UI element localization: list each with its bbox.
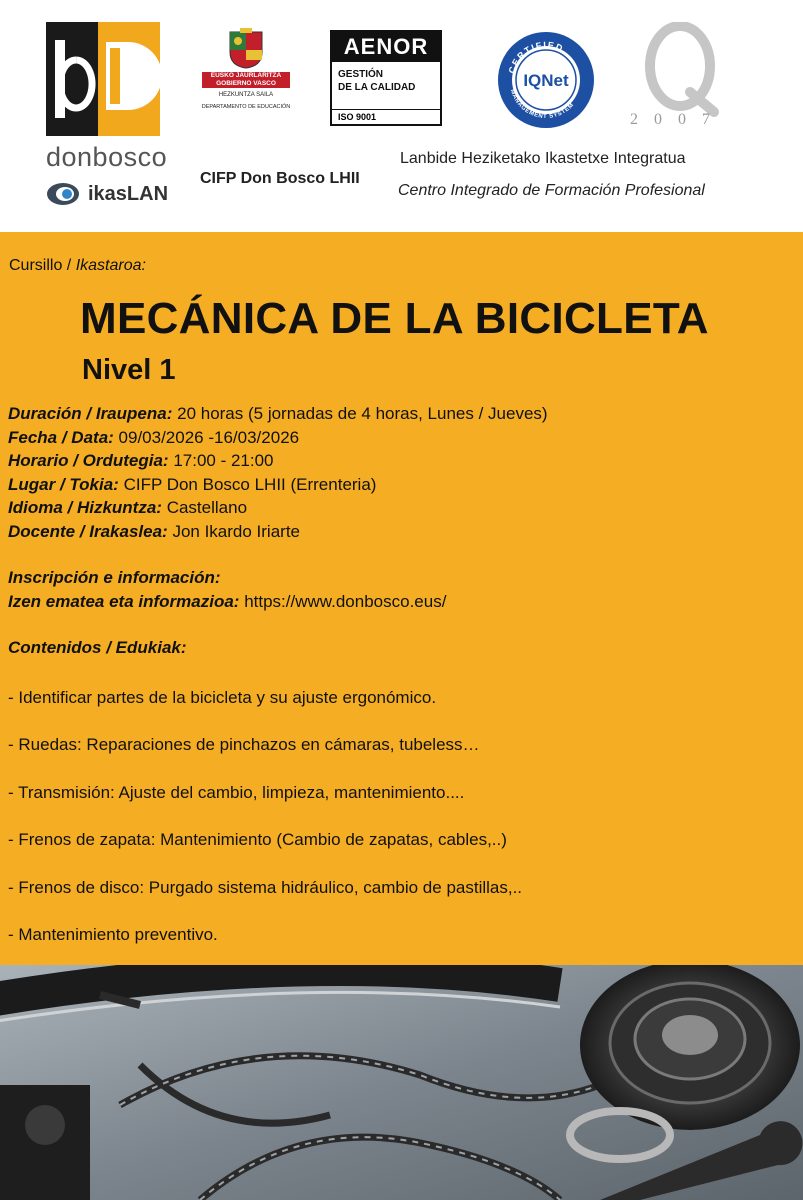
iqnet-brand: IQNet [523, 71, 569, 90]
aenor-brand: AENOR [332, 32, 440, 62]
list-item: - Frenos de zapata: Mantenimiento (Cambio de zapatas, cables,..) [8, 830, 507, 849]
detail-row [8, 473, 798, 497]
course-level: Nivel 1 [82, 354, 176, 386]
detail-value: Castellano [166, 498, 248, 517]
detail-value: CIFP Don Bosco LHII (Errenteria) [123, 474, 377, 494]
detail-value: Jon Ikardo Iriarte [172, 521, 300, 541]
institution-name-es: Centro Integrado de Formación Profesional [398, 182, 705, 199]
cifp-name: CIFP Don Bosco LHII [200, 170, 360, 187]
donbosco-logo-icon [46, 22, 160, 136]
aenor-iso: ISO 9001 [332, 109, 440, 124]
detail-value: 20 horas (5 jornadas de 4 horas, Lunes / Jueves) [177, 404, 548, 423]
list-item: - Ruedas: Reparaciones de pinchazos en cámaras, tubeless… [8, 735, 480, 754]
detail-key: Idioma / Hizkuntza: [8, 498, 162, 517]
course-info [8, 402, 798, 971]
list-item: - Identificar partes de la bicicleta y su ajuste ergonómico. [8, 687, 437, 707]
course-type [9, 257, 146, 275]
detail-row [8, 426, 798, 450]
iqnet-top-text: CERTIFIED [506, 39, 566, 75]
detail-key: Docente / Irakaslea: [8, 521, 168, 541]
detail-row [8, 496, 798, 520]
registration-heading: Inscripción e información: [8, 568, 221, 587]
coat-of-arms-icon [226, 28, 266, 70]
course-title: MECÁNICA DE LA BICICLETA [80, 294, 709, 343]
bike-parts-photo [0, 965, 803, 1200]
detail-value: 09/03/2026 -16/03/2026 [118, 427, 300, 447]
ikaslan-logo [46, 180, 168, 208]
detail-row [8, 520, 798, 544]
list-item: - Frenos de disco: Purgado sistema hidráulico, cambio de pastillas,.. [8, 877, 523, 897]
q-quality-logo [628, 22, 758, 132]
gobierno-vasco-logo [200, 28, 292, 124]
detail-key: Horario / Ordutegia: [8, 451, 169, 470]
iqnet-logo [496, 30, 596, 130]
detail-key: Lugar / Tokia: [8, 474, 119, 494]
gv-line3: HEZKUNTZA SAILA [218, 92, 274, 98]
cassette-icon [580, 965, 800, 1130]
course-type-es: Cursillo / [9, 257, 72, 274]
gv-line2: GOBIERNO VASCO [202, 80, 290, 88]
list-item: - Transmisión: Ajuste del cambio, limpieza, mantenimiento.... [8, 782, 465, 802]
detail-value: 17:00 - 21:00 [173, 451, 274, 470]
q-year: 2 0 0 7 [630, 111, 716, 128]
iqnet-bottom-text: MANAGEMENT SYSTEM [508, 88, 576, 121]
registration-key: Izen ematea eta informazioa: [8, 591, 240, 611]
registration-link[interactable]: https://www.donbosco.eus/ [244, 591, 447, 611]
institution-name-eu: Lanbide Heziketako Ikastetxe Integratua [400, 150, 686, 167]
aenor-text2: DE LA CALIDAD [338, 82, 416, 93]
aenor-text1: GESTIÓN [338, 69, 384, 80]
course-type-eu: Ikastaroa: [75, 257, 146, 274]
ikaslan-text: ikasLAN [88, 182, 169, 205]
header-logos [0, 0, 803, 232]
detail-key: Fecha / Data: [8, 427, 114, 447]
course-panel [0, 232, 803, 965]
donbosco-text: donbosco [46, 142, 168, 172]
detail-key: Duración / Iraupena: [8, 404, 173, 423]
detail-row [8, 402, 798, 426]
ikaslan-swirl-icon [46, 182, 80, 206]
contents-list [8, 686, 798, 947]
gv-line1: EUSKO JAURLARITZA [202, 72, 290, 80]
donbosco-wordmark [46, 142, 167, 173]
aenor-logo [330, 30, 442, 126]
contents-heading: Contenidos / Edukiak: [8, 638, 187, 657]
gv-line4: DEPARTAMENTO DE EDUCACIÓN [201, 104, 291, 110]
list-item: - Mantenimiento preventivo. [8, 925, 218, 944]
registration-row [8, 590, 798, 614]
detail-row [8, 449, 798, 473]
